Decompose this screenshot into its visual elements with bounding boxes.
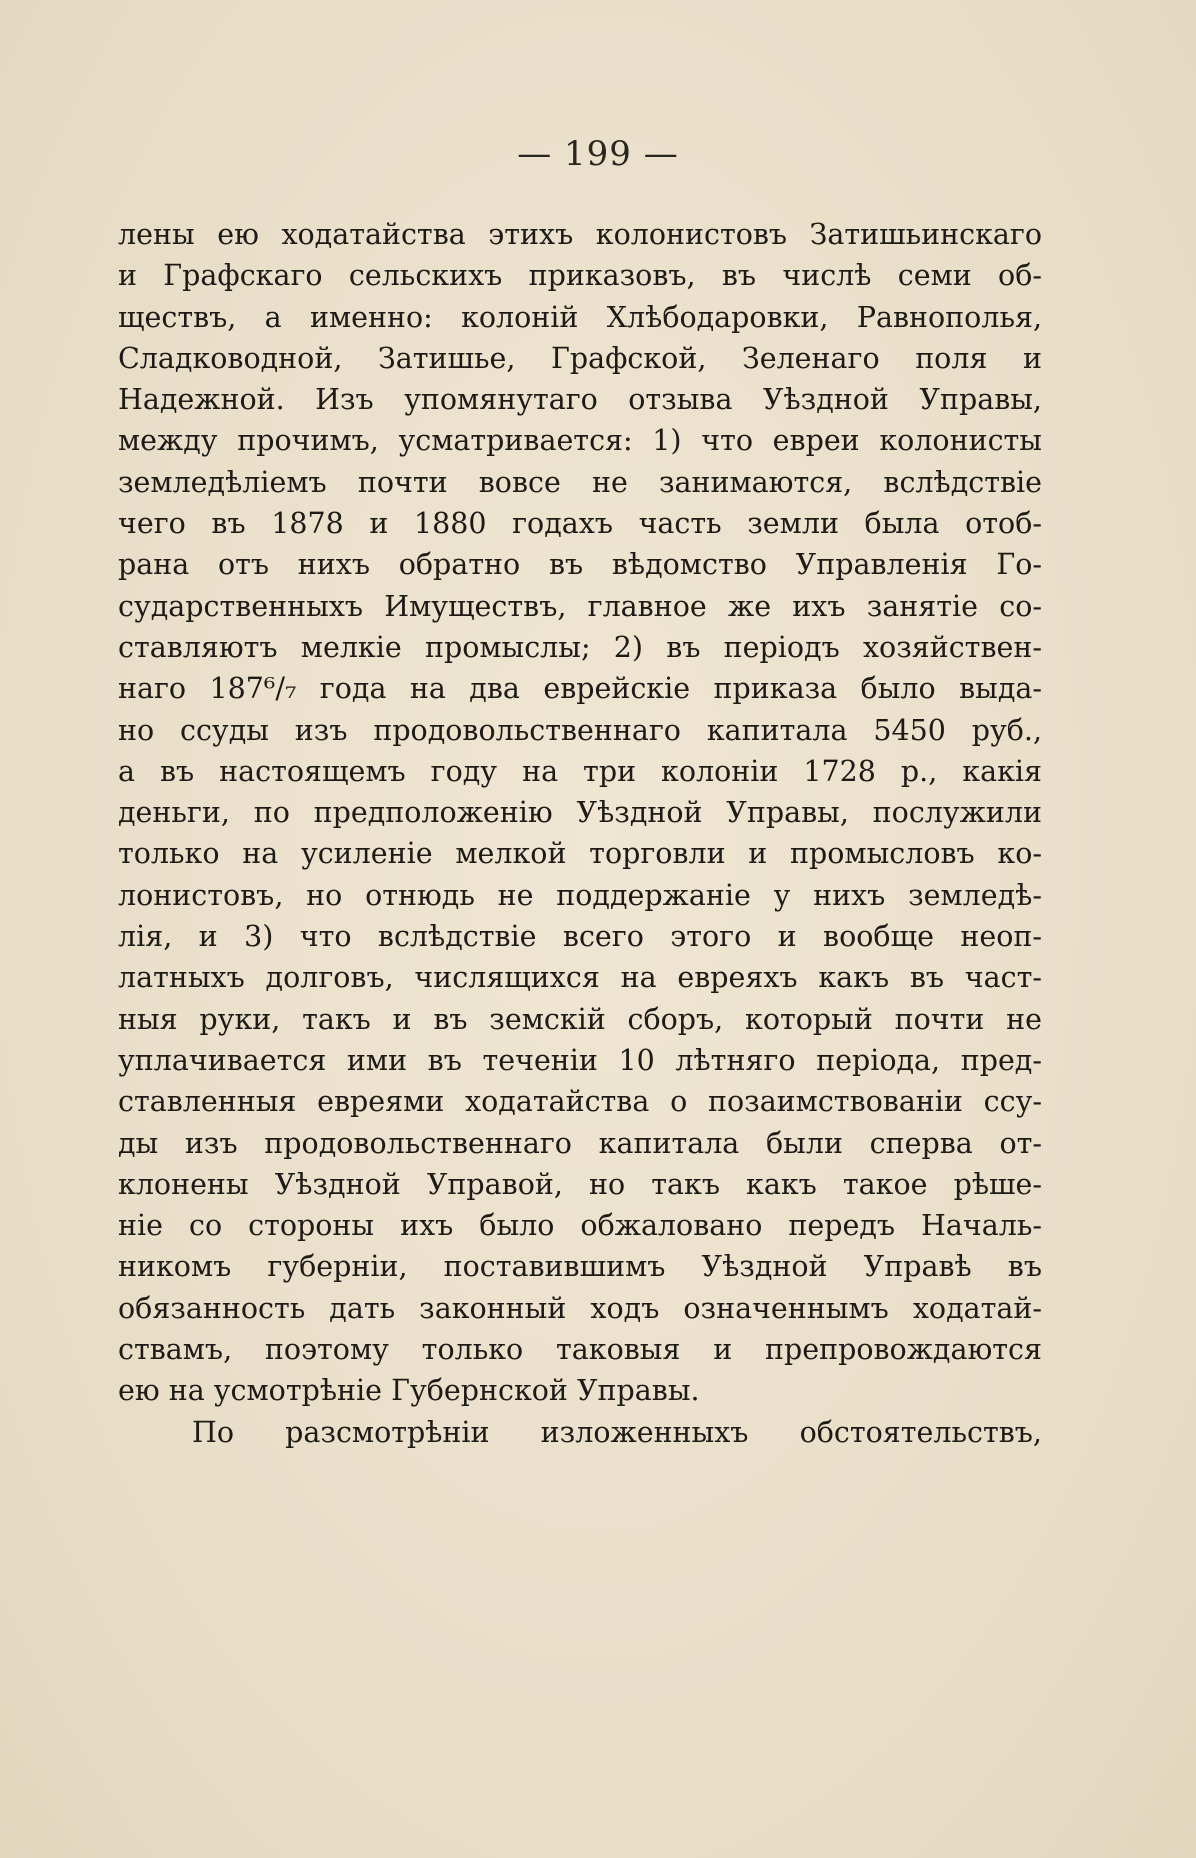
text-line: сударственныхъ Имуществъ, главное же ихъ занятіе со- xyxy=(118,589,1042,623)
body-text xyxy=(118,214,1042,1453)
text-line: ныя руки, такъ и въ земскій сборъ, который почти не xyxy=(118,1002,1042,1036)
text-line: деньги, по предположенію Уѣздной Управы, послужили xyxy=(118,796,1042,830)
page-number: — 199 — xyxy=(517,134,679,174)
text-line: уплачивается ими въ теченіи 10 лѣтняго періода, пред- xyxy=(118,1043,1042,1077)
text-line: ствамъ, поэтому только таковыя и препровождаются xyxy=(118,1333,1042,1367)
text-line: обязанность дать законный ходъ означеннымъ ходатай- xyxy=(118,1291,1042,1325)
text-line: никомъ губерніи, поставившимъ Уѣздной Управѣ въ xyxy=(118,1250,1042,1284)
paragraph-end-line: ею на усмотрѣніе Губернской Управы. xyxy=(118,1374,700,1408)
text-line: а въ настоящемъ году на три колоніи 1728 р., какія xyxy=(118,754,1042,788)
text-line: латныхъ долговъ, числящихся на евреяхъ какъ въ част- xyxy=(118,961,1042,995)
text-line: но ссуды изъ продовольственнаго капитала 5450 руб., xyxy=(118,713,1042,747)
text-line: ніе со стороны ихъ было обжаловано передъ Началь- xyxy=(118,1209,1042,1243)
text-line: лонистовъ, но отнюдь не поддержаніе у нихъ земледѣ- xyxy=(118,878,1042,912)
text-line: ды изъ продовольственнаго капитала были сперва от- xyxy=(118,1126,1042,1160)
text-line: между прочимъ, усматривается: 1) что евреи колонисты xyxy=(118,424,1042,458)
text-line: наго 187⁶/₇ года на два еврейскіе приказа было выда- xyxy=(118,672,1042,706)
text-line: чего въ 1878 и 1880 годахъ часть земли была отоб- xyxy=(118,507,1042,541)
text-line: ществъ, а именно: колоній Хлѣбодаровки, Равнополья, xyxy=(118,300,1042,334)
text-line: ставленныя евреями ходатайства о позаимствованіи ссу- xyxy=(118,1085,1042,1119)
text-line: Сладководной, Затишье, Графской, Зеленаго поля и xyxy=(118,341,1042,375)
text-line: только на усиленіе мелкой торговли и промысловъ ко- xyxy=(118,837,1042,871)
text-line: клонены Уѣздной Управой, но такъ какъ такое рѣше- xyxy=(118,1167,1042,1201)
text-line: лія, и 3) что вслѣдствіе всего этого и вообще неоп- xyxy=(118,920,1042,954)
text-line: рана отъ нихъ обратно въ вѣдомство Управленія Го- xyxy=(118,548,1042,582)
text-line: лены ею ходатайства этихъ колонистовъ Затишьинскаго xyxy=(118,218,1042,251)
paragraph-start-line: По разсмотрѣніи изложенныхъ обстоятельствъ, xyxy=(192,1415,1042,1449)
text-line: и Графскаго сельскихъ приказовъ, въ числѣ семи об- xyxy=(118,259,1042,293)
text-line: ставляютъ мелкіе промыслы; 2) въ періодъ хозяйствен- xyxy=(118,630,1042,664)
text-line: Надежной. Изъ упомянутаго отзыва Уѣздной Управы, xyxy=(118,383,1042,417)
text-line: земледѣліемъ почти вовсе не занимаются, вслѣдствіе xyxy=(118,465,1042,499)
